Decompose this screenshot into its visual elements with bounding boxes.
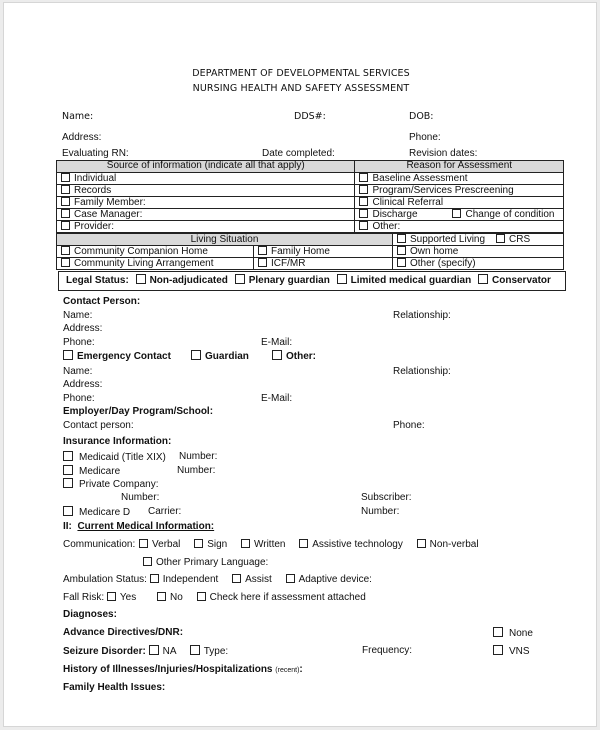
checkbox[interactable] xyxy=(359,221,368,230)
contact2-phone-label: Phone: xyxy=(63,393,95,404)
fall-risk-no-option[interactable]: No xyxy=(157,592,183,603)
checkbox[interactable] xyxy=(63,350,73,360)
medicare-d-number-label: Number: xyxy=(361,506,400,517)
checkbox[interactable] xyxy=(194,539,203,548)
checkbox[interactable] xyxy=(397,246,406,255)
checkbox[interactable] xyxy=(191,350,201,360)
legal-status-label: Legal Status: xyxy=(66,275,129,286)
checkbox[interactable] xyxy=(232,574,241,583)
communication-row xyxy=(63,539,479,551)
source-records[interactable]: Records xyxy=(57,184,355,196)
checkbox[interactable] xyxy=(493,645,503,655)
independent-option[interactable]: Independent xyxy=(150,574,219,585)
checkbox[interactable] xyxy=(359,173,368,182)
source-family-member[interactable]: Family Member: xyxy=(57,196,355,208)
fall-risk-label: Fall Risk: xyxy=(63,592,105,603)
contact-address-label: Address: xyxy=(63,323,103,334)
reason-baseline[interactable]: Baseline Assessment xyxy=(355,172,564,184)
form-title-assessment: NURSING HEALTH AND SAFETY ASSESSMENT xyxy=(192,83,410,94)
vns-option[interactable]: VNS xyxy=(493,645,530,658)
dds-label: DDS#: xyxy=(294,111,326,122)
checkbox[interactable] xyxy=(63,465,73,475)
non-adjudicated-checkbox[interactable] xyxy=(136,274,146,284)
plenary-guardian-checkbox[interactable] xyxy=(235,274,245,284)
date-completed-label: Date completed: xyxy=(262,148,335,159)
diagnoses-label: Diagnoses: xyxy=(63,609,117,620)
checkbox[interactable] xyxy=(359,209,368,218)
living-own-home[interactable]: Own home xyxy=(393,246,564,258)
checkbox[interactable] xyxy=(63,451,73,461)
family-health-label: Family Health Issues: xyxy=(63,682,166,693)
employer-contact-label: Contact person: xyxy=(63,420,134,431)
source-header: Source of information (indicate all that apply) xyxy=(57,161,355,173)
checkbox[interactable] xyxy=(61,185,70,194)
revision-dates-label: Revision dates: xyxy=(409,148,478,159)
medicaid-option[interactable]: Medicaid (Title XIX) xyxy=(63,451,166,464)
source-case-manager[interactable]: Case Manager: xyxy=(57,208,355,220)
contact2-name-label: Name: xyxy=(63,366,93,377)
assistive-technology-option[interactable]: Assistive technology xyxy=(299,539,403,550)
contact-email-label: E-Mail: xyxy=(261,337,293,348)
living-icf-mr[interactable]: ICF/MR xyxy=(254,258,393,270)
contact-relationship-label: Relationship: xyxy=(393,310,451,321)
seizure-row xyxy=(63,645,228,658)
contact-phone-label: Phone: xyxy=(63,337,95,348)
seizure-label: Seizure Disorder: xyxy=(63,646,146,657)
checkbox[interactable] xyxy=(493,627,503,637)
medicare-number-label: Number: xyxy=(177,465,216,476)
medicaid-number-label: Number: xyxy=(179,451,218,462)
checkbox[interactable] xyxy=(61,221,70,230)
employer-phone-label: Phone: xyxy=(393,420,425,431)
supported-living-checkbox[interactable] xyxy=(397,234,406,243)
assist-option[interactable]: Assist xyxy=(232,574,272,585)
reason-other[interactable]: Other: xyxy=(355,220,564,232)
fall-risk-row xyxy=(63,592,366,604)
checkbox[interactable] xyxy=(63,478,73,488)
living-situation-table xyxy=(56,233,564,270)
living-situation-header: Living Situation xyxy=(57,234,393,246)
living-other[interactable]: Other (specify) xyxy=(393,258,564,270)
checkbox[interactable] xyxy=(258,258,267,267)
crs-checkbox[interactable] xyxy=(496,234,505,243)
employer-heading: Employer/Day Program/School: xyxy=(63,406,214,417)
source-provider[interactable]: Provider: xyxy=(57,220,355,232)
ambulation-label: Ambulation Status: xyxy=(63,574,147,585)
checkbox[interactable] xyxy=(107,592,116,601)
written-option[interactable]: Written xyxy=(241,539,286,550)
checkbox[interactable] xyxy=(150,574,159,583)
non-verbal-option[interactable]: Non-verbal xyxy=(417,539,479,550)
contact2-email-label: E-Mail: xyxy=(261,393,293,404)
conservator-checkbox[interactable] xyxy=(478,274,488,284)
checkbox[interactable] xyxy=(139,539,148,548)
ambulation-row xyxy=(63,574,372,586)
checkbox[interactable] xyxy=(61,209,70,218)
insurance-heading: Insurance Information: xyxy=(63,436,172,447)
checkbox[interactable] xyxy=(258,246,267,255)
checkbox[interactable] xyxy=(61,173,70,182)
carrier-label: Carrier: xyxy=(148,506,182,517)
checkbox[interactable] xyxy=(61,197,70,206)
evaluating-rn-label: Evaluating RN: xyxy=(62,148,129,159)
assessment-attached-option[interactable]: Check here if assessment attached xyxy=(197,592,366,603)
checkbox[interactable] xyxy=(397,258,406,267)
other-contact-option[interactable]: Other: xyxy=(272,350,316,363)
reason-header: Reason for Assessment xyxy=(355,161,564,173)
contact2-relationship-label: Relationship: xyxy=(393,366,451,377)
checkbox[interactable] xyxy=(286,574,295,583)
frequency-label: Frequency: xyxy=(362,645,413,656)
phone-label: Phone: xyxy=(409,132,441,143)
checkbox[interactable] xyxy=(359,185,368,194)
checkbox[interactable] xyxy=(190,645,200,655)
name-label: Name: xyxy=(62,111,94,122)
change-of-condition-label: Change of condition xyxy=(465,208,555,220)
checkbox[interactable] xyxy=(241,539,250,548)
living-family-home[interactable]: Family Home xyxy=(254,246,393,258)
form-page xyxy=(3,2,597,727)
source-reason-table xyxy=(56,160,564,233)
private-number-label: Number: xyxy=(121,492,160,503)
checkbox[interactable] xyxy=(149,645,159,655)
none-option[interactable]: None xyxy=(493,627,533,640)
emergency-contact-option[interactable]: Emergency Contact xyxy=(63,350,171,363)
dob-label: DOB: xyxy=(409,111,434,122)
supported-living-cell[interactable]: Supported Living CRS xyxy=(393,234,564,246)
medicare-d-option[interactable]: Medicare D xyxy=(63,506,130,519)
limited-medical-guardian-checkbox[interactable] xyxy=(337,274,347,284)
checkbox[interactable] xyxy=(63,506,73,516)
sign-option[interactable]: Sign xyxy=(194,539,227,550)
guardian-option[interactable]: Guardian xyxy=(191,350,249,363)
verbal-option[interactable]: Verbal xyxy=(139,539,180,550)
reason-prescreening[interactable]: Program/Services Prescreening xyxy=(355,184,564,196)
communication-label: Communication: xyxy=(63,539,136,550)
reason-clinical-referral[interactable]: Clinical Referral xyxy=(355,196,564,208)
history-label: History of Illnesses/Injuries/Hospitalizations (recent): xyxy=(63,664,303,675)
checkbox[interactable] xyxy=(61,246,70,255)
change-of-condition-checkbox[interactable] xyxy=(452,209,461,218)
other-language-option[interactable]: Other Primary Language: xyxy=(143,557,268,569)
checkbox[interactable] xyxy=(143,557,152,566)
contact-name-label: Name: xyxy=(63,310,93,321)
private-company-option[interactable]: Private Company: xyxy=(63,478,158,491)
adaptive-device-option[interactable]: Adaptive device: xyxy=(286,574,372,585)
legal-status-box: Legal Status: Non-adjudicated Plenary guardian Limited medical guardian Conservator xyxy=(58,271,566,291)
medicare-option[interactable]: Medicare xyxy=(63,465,120,478)
seizure-type-option[interactable]: Type: xyxy=(190,646,228,657)
fall-risk-yes-option[interactable]: Yes xyxy=(107,592,136,603)
seizure-na-option[interactable]: NA xyxy=(149,646,176,657)
checkbox[interactable] xyxy=(61,258,70,267)
living-community-companion[interactable]: Community Companion Home xyxy=(57,246,254,258)
reason-discharge[interactable]: Discharge Change of condition xyxy=(355,208,564,220)
checkbox[interactable] xyxy=(417,539,426,548)
living-community-arrangement[interactable]: Community Living Arrangement xyxy=(57,258,254,270)
checkbox[interactable] xyxy=(197,592,206,601)
checkbox[interactable] xyxy=(299,539,308,548)
source-individual[interactable]: Individual xyxy=(57,172,355,184)
address-label: Address: xyxy=(62,132,102,143)
form-title-department: DEPARTMENT OF DEVELOPMENTAL SERVICES xyxy=(192,68,410,79)
contact-person-heading: Contact Person: xyxy=(63,296,141,307)
medical-section-heading: II: Current Medical Information: xyxy=(63,521,215,532)
checkbox[interactable] xyxy=(272,350,282,360)
subscriber-label: Subscriber: xyxy=(361,492,412,503)
contact2-address-label: Address: xyxy=(63,379,103,390)
checkbox[interactable] xyxy=(359,197,368,206)
checkbox[interactable] xyxy=(157,592,166,601)
advance-directives-label: Advance Directives/DNR: xyxy=(63,627,184,638)
